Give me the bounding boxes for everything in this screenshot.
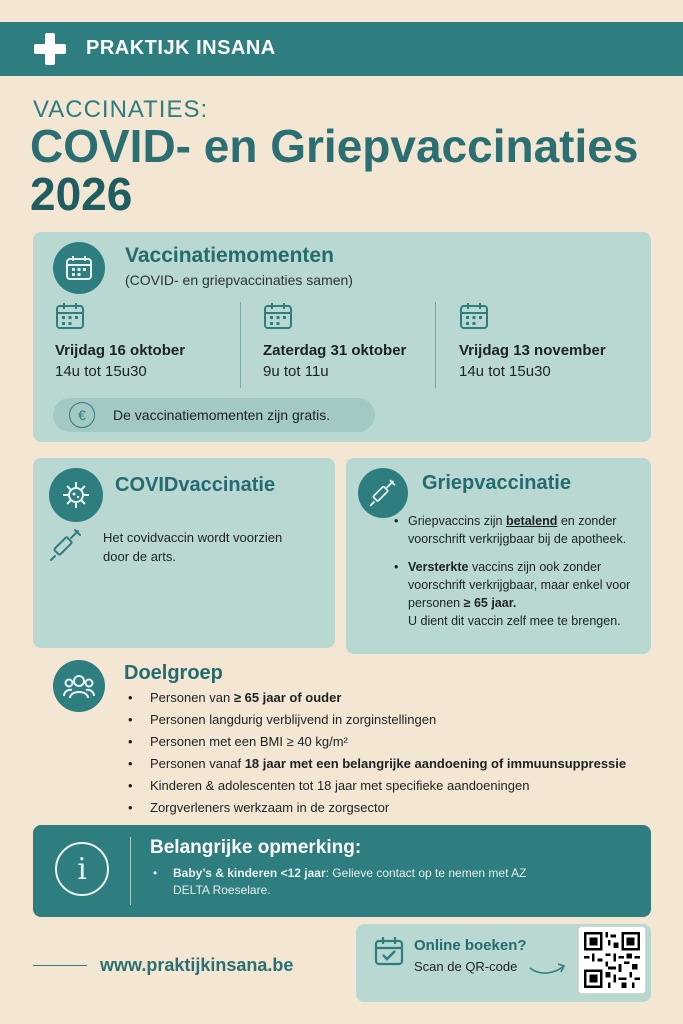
euro-icon: € — [69, 402, 95, 428]
date-item — [459, 302, 649, 380]
note-title: Belangrijke opmerking: — [150, 837, 362, 858]
list-item: • Personen met een BMI ≥ 40 kg/m² — [150, 732, 626, 754]
calendar-icon — [263, 302, 293, 330]
vaccinatiemomenten-card — [33, 232, 651, 442]
date-day: Vrijdag 13 november — [459, 342, 606, 359]
divider — [130, 837, 131, 905]
note-text: • Baby’s & kinderen <12 jaar: Gelieve contact op te nemen met AZ DELTA Roeselare. — [153, 866, 527, 897]
title-line-1: COVID- en Griepvaccinaties — [30, 120, 639, 172]
brand-name: PRAKTIJK INSANA — [86, 37, 276, 59]
title-year: 2026 — [30, 168, 133, 220]
list-item: • Personen langdurig verblijvend in zorginstellingen — [150, 710, 626, 732]
page-title — [30, 122, 680, 218]
header-bar — [0, 22, 683, 76]
syringe-icon — [358, 468, 408, 518]
arrow-icon — [528, 958, 568, 976]
list-item: • Personen van ≥ 65 jaar of ouder — [150, 688, 626, 710]
date-item — [55, 302, 245, 380]
qr-code[interactable] — [578, 926, 646, 994]
covid-card — [33, 458, 335, 648]
date-item — [263, 302, 453, 380]
list-item: • Versterkte vaccins zijn ook zonder voorschrift verkrijgbaar, maar enkel voor personen ≥ 65 jaar. U dient dit vaccin zelf mee te brengen. — [406, 558, 646, 630]
syringe-icon — [49, 528, 83, 562]
booking-subtitle: Scan de QR-code — [414, 959, 518, 974]
free-notice — [53, 398, 375, 432]
date-time: 9u tot 11u — [263, 363, 329, 380]
calendar-icon — [459, 302, 489, 330]
calendar-icon — [55, 302, 85, 330]
calendar-check-icon — [374, 936, 404, 966]
doelgroep-list — [150, 688, 626, 820]
griep-list — [406, 512, 646, 630]
list-item: • Kinderen & adolescenten tot 18 jaar met specifieke aandoeningen — [150, 776, 626, 798]
date-day: Zaterdag 31 oktober — [263, 342, 407, 359]
pretitle: VACCINATIES: — [33, 96, 209, 123]
plus-cross-icon — [34, 33, 66, 65]
covid-title: COVIDvaccinatie — [115, 474, 276, 496]
griep-card — [346, 458, 651, 654]
date-time: 14u tot 15u30 — [459, 363, 551, 380]
divider — [240, 302, 241, 388]
date-time: 14u tot 15u30 — [55, 363, 147, 380]
footer-line — [33, 965, 87, 966]
people-icon — [53, 660, 105, 712]
free-text: De vaccinatiemomenten zijn gratis. — [113, 407, 331, 423]
online-booking-box — [356, 924, 651, 1002]
list-item: • Griepvaccins zijn betalend en zonder voorschrift verkrijgbaar bij de apotheek. — [406, 512, 646, 548]
booking-title: Online boeken? — [414, 937, 527, 954]
griep-title: Griepvaccinatie — [422, 472, 571, 494]
momenten-subtitle: (COVID- en griepvaccinaties samen) — [125, 272, 353, 288]
virus-icon — [49, 468, 103, 522]
list-item: • Personen vanaf 18 jaar met een belangrijke aandoening of immuunsuppressie — [150, 754, 626, 776]
calendar-icon — [53, 242, 105, 294]
doelgroep-title: Doelgroep — [124, 662, 223, 684]
important-note — [33, 825, 651, 917]
date-day: Vrijdag 16 oktober — [55, 342, 186, 359]
list-item: • Zorgverleners werkzaam in de zorgsector — [150, 798, 626, 820]
info-icon: i — [55, 842, 109, 896]
momenten-title: Vaccinatiemomenten — [125, 244, 334, 267]
divider — [435, 302, 436, 388]
covid-text: Het covidvaccin wordt voorzien door de arts. — [103, 530, 283, 564]
website-link[interactable]: www.praktijkinsana.be — [100, 955, 294, 975]
